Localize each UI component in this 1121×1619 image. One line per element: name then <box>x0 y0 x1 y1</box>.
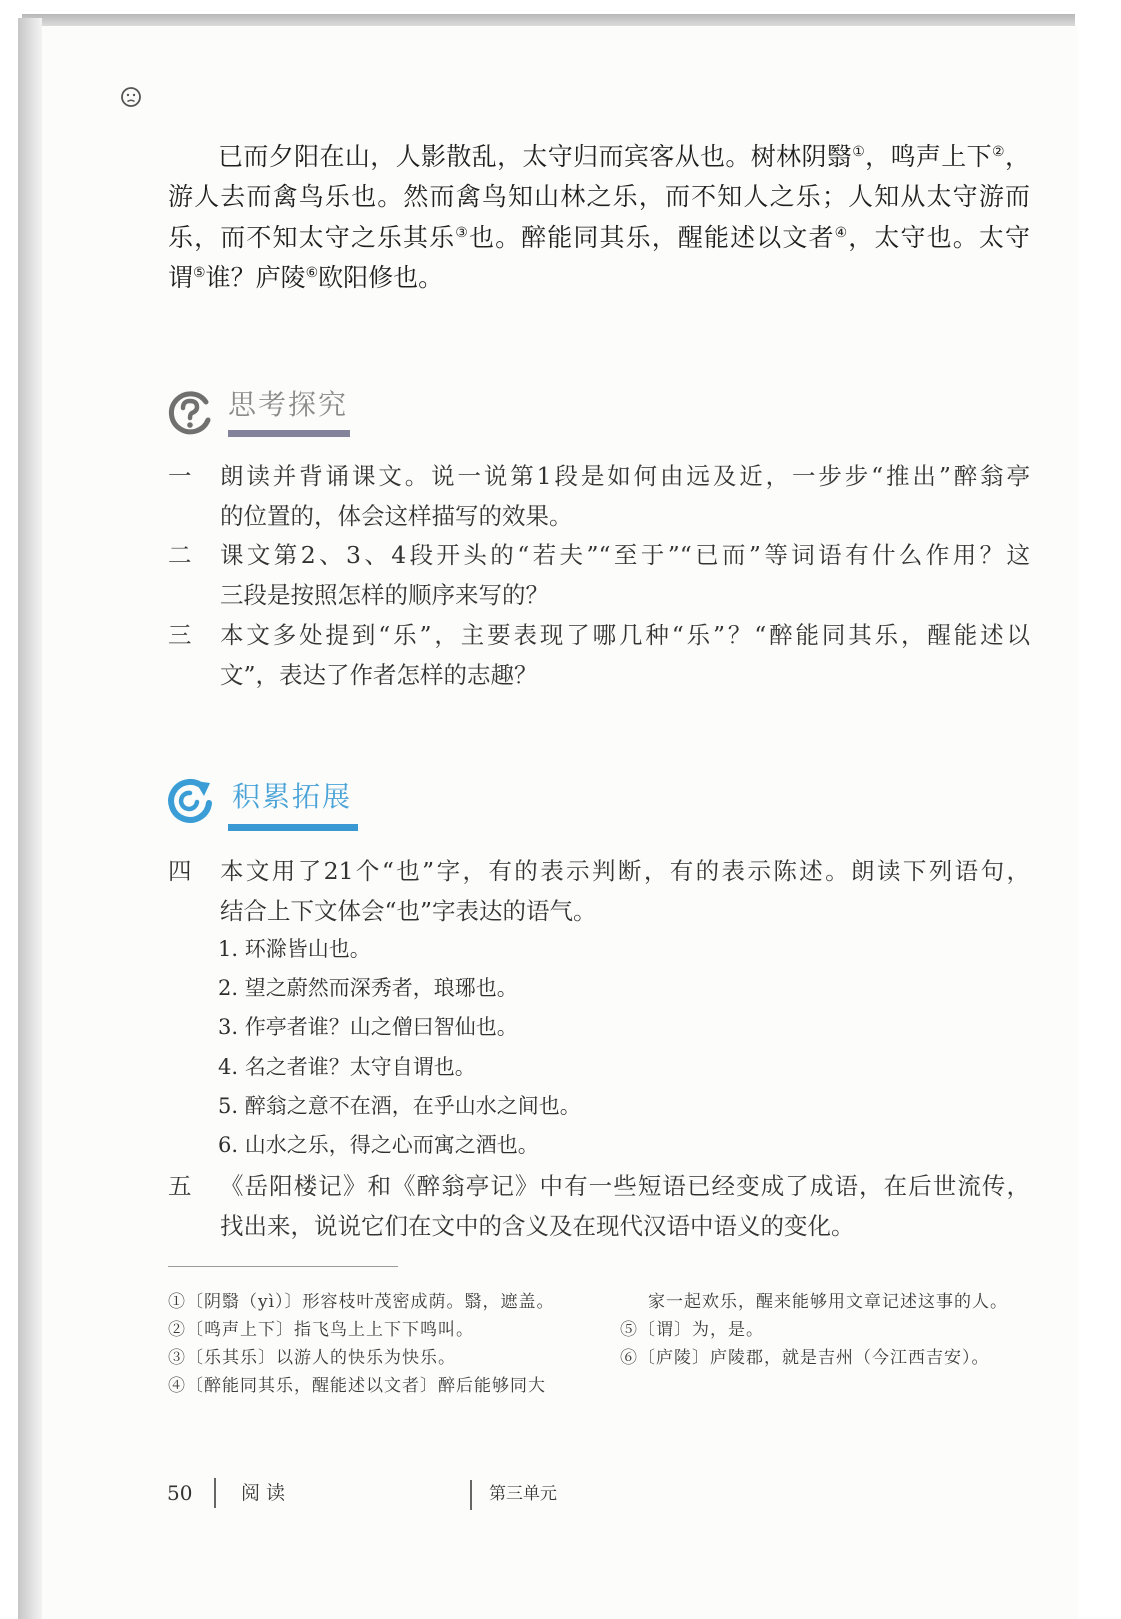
example-sentences <box>218 930 918 1165</box>
footnote: ③〔乐其乐〕以游人的快乐为快乐。 <box>168 1348 456 1368</box>
page-number: 50 <box>167 1481 193 1505</box>
passage-line <box>168 177 1030 217</box>
question-number: 四 <box>168 857 192 885</box>
passage-text: 欧阳修也。 <box>318 263 444 293</box>
footnote-marker: ⑤ <box>193 265 206 282</box>
question-line: 《岳阳楼记》和《醉翁亭记》中有一些短语已经变成了成语，在后世流传， <box>220 1172 1030 1200</box>
footnote-continuation: 家一起欢乐，醒来能够用文章记述这事的人。 <box>648 1292 1008 1312</box>
example-sentence: 4. 名之者谁？太守自谓也。 <box>218 1054 476 1079</box>
footer-divider <box>470 1480 472 1510</box>
footnote-marker: ⑥ <box>305 265 319 282</box>
section-heading-extend: 积累拓展 <box>232 780 353 813</box>
question-text <box>220 851 1030 931</box>
passage-text: 谓 <box>168 263 194 293</box>
question-line: 的位置的，体会这样描写的效果。 <box>220 502 573 530</box>
section-underline <box>228 824 358 831</box>
question-icon <box>166 389 214 437</box>
example-sentence: 1. 环滁皆山也。 <box>218 937 371 961</box>
footnote: ⑤〔谓〕为，是。 <box>620 1320 764 1340</box>
footnote: ①〔阴翳（yì）〕形容枝叶茂密成荫。翳，遮盖。 <box>168 1292 555 1312</box>
example-sentence: 2. 望之蔚然而深秀者，琅琊也。 <box>218 976 518 1001</box>
scan-left-edge <box>18 18 42 1619</box>
question-line: 本文多处提到“乐”，主要表现了哪几种“乐”？“醉能同其乐，醒能述以 <box>220 621 1030 649</box>
footnote-marker: ② <box>992 144 1005 160</box>
question-number: 五 <box>168 1172 192 1200</box>
question-number: 一 <box>168 462 192 490</box>
footnotes-right-column <box>620 1288 1060 1372</box>
passage-text: 也。醉能同其乐，醒能述以文者 <box>468 222 835 252</box>
smiley-icon <box>120 86 142 108</box>
question-text <box>220 1166 1030 1246</box>
passage-line <box>168 218 1030 258</box>
question-line: 三段是按照怎样的顺序来写的？ <box>220 581 549 609</box>
passage-text: 谁？庐陵 <box>205 263 306 293</box>
section-heading-think: 思考探究 <box>228 388 349 421</box>
example-sentence: 5. 醉翁之意不在酒，在乎山水之间也。 <box>218 1093 581 1118</box>
passage <box>168 137 1030 299</box>
question-line: 文”，表达了作者怎样的志趣？ <box>220 661 538 689</box>
question-line: 本文用了21个“也”字，有的表示判断，有的表示陈述。朗读下列语句， <box>220 857 1030 885</box>
passage-text: ， <box>1004 142 1030 171</box>
passage-text: ，鸣声上下 <box>865 142 993 171</box>
footer-divider <box>214 1478 216 1508</box>
footer-unit-label: 第三单元 <box>489 1484 557 1504</box>
question-number: 三 <box>168 621 192 649</box>
passage-line <box>168 258 1030 298</box>
footnote-marker: ④ <box>834 224 849 241</box>
footnotes-left-column <box>168 1288 608 1400</box>
question-text <box>220 456 1030 536</box>
footnote: ⑥〔庐陵〕庐陵郡，就是吉州（今江西吉安）。 <box>620 1348 990 1368</box>
footnote-divider <box>168 1266 398 1267</box>
passage-text: ，太守也。太守 <box>848 222 1030 252</box>
footnote-marker: ① <box>852 144 866 160</box>
question-line: 结合上下文体会“也”字表达的语气。 <box>220 897 597 925</box>
passage-line <box>218 137 1030 177</box>
passage-text: 已而夕阳在山，人影散乱，太守归而宾客从也。树林阴翳 <box>218 142 853 171</box>
footnote-marker: ③ <box>455 224 469 241</box>
question-text <box>220 615 1030 695</box>
question-line: 找出来，说说它们在文中的含义及在现代汉语中语义的变化。 <box>220 1212 855 1240</box>
question-line: 课文第2、3、4段开头的“若夫”“至于”“已而”等词语有什么作用？这 <box>220 541 1030 569</box>
question-text <box>220 535 1030 615</box>
passage-text: 乐，而不知太守之乐其乐 <box>168 222 456 252</box>
scan-top-edge <box>22 14 1075 26</box>
circular-arrow-icon <box>166 776 214 824</box>
question-line: 朗读并背诵课文。说一说第1段是如何由远及近，一步步“推出”醉翁亭 <box>220 462 1030 490</box>
footnote: ②〔鸣声上下〕指飞鸟上上下下鸣叫。 <box>168 1320 474 1340</box>
example-sentence: 6. 山水之乐，得之心而寓之酒也。 <box>218 1132 539 1157</box>
footnote: ④〔醉能同其乐，醒能述以文者〕醉后能够同大 <box>168 1376 546 1396</box>
example-sentence: 3. 作亭者谁？山之僧曰智仙也。 <box>218 1015 518 1040</box>
passage-text: 游人去而禽鸟乐也。然而禽鸟知山林之乐，而不知人之乐；人知从太守游而 <box>168 182 1030 212</box>
section-underline <box>228 430 350 437</box>
footer-section-label: 阅 读 <box>241 1482 286 1504</box>
question-number: 二 <box>168 541 192 569</box>
